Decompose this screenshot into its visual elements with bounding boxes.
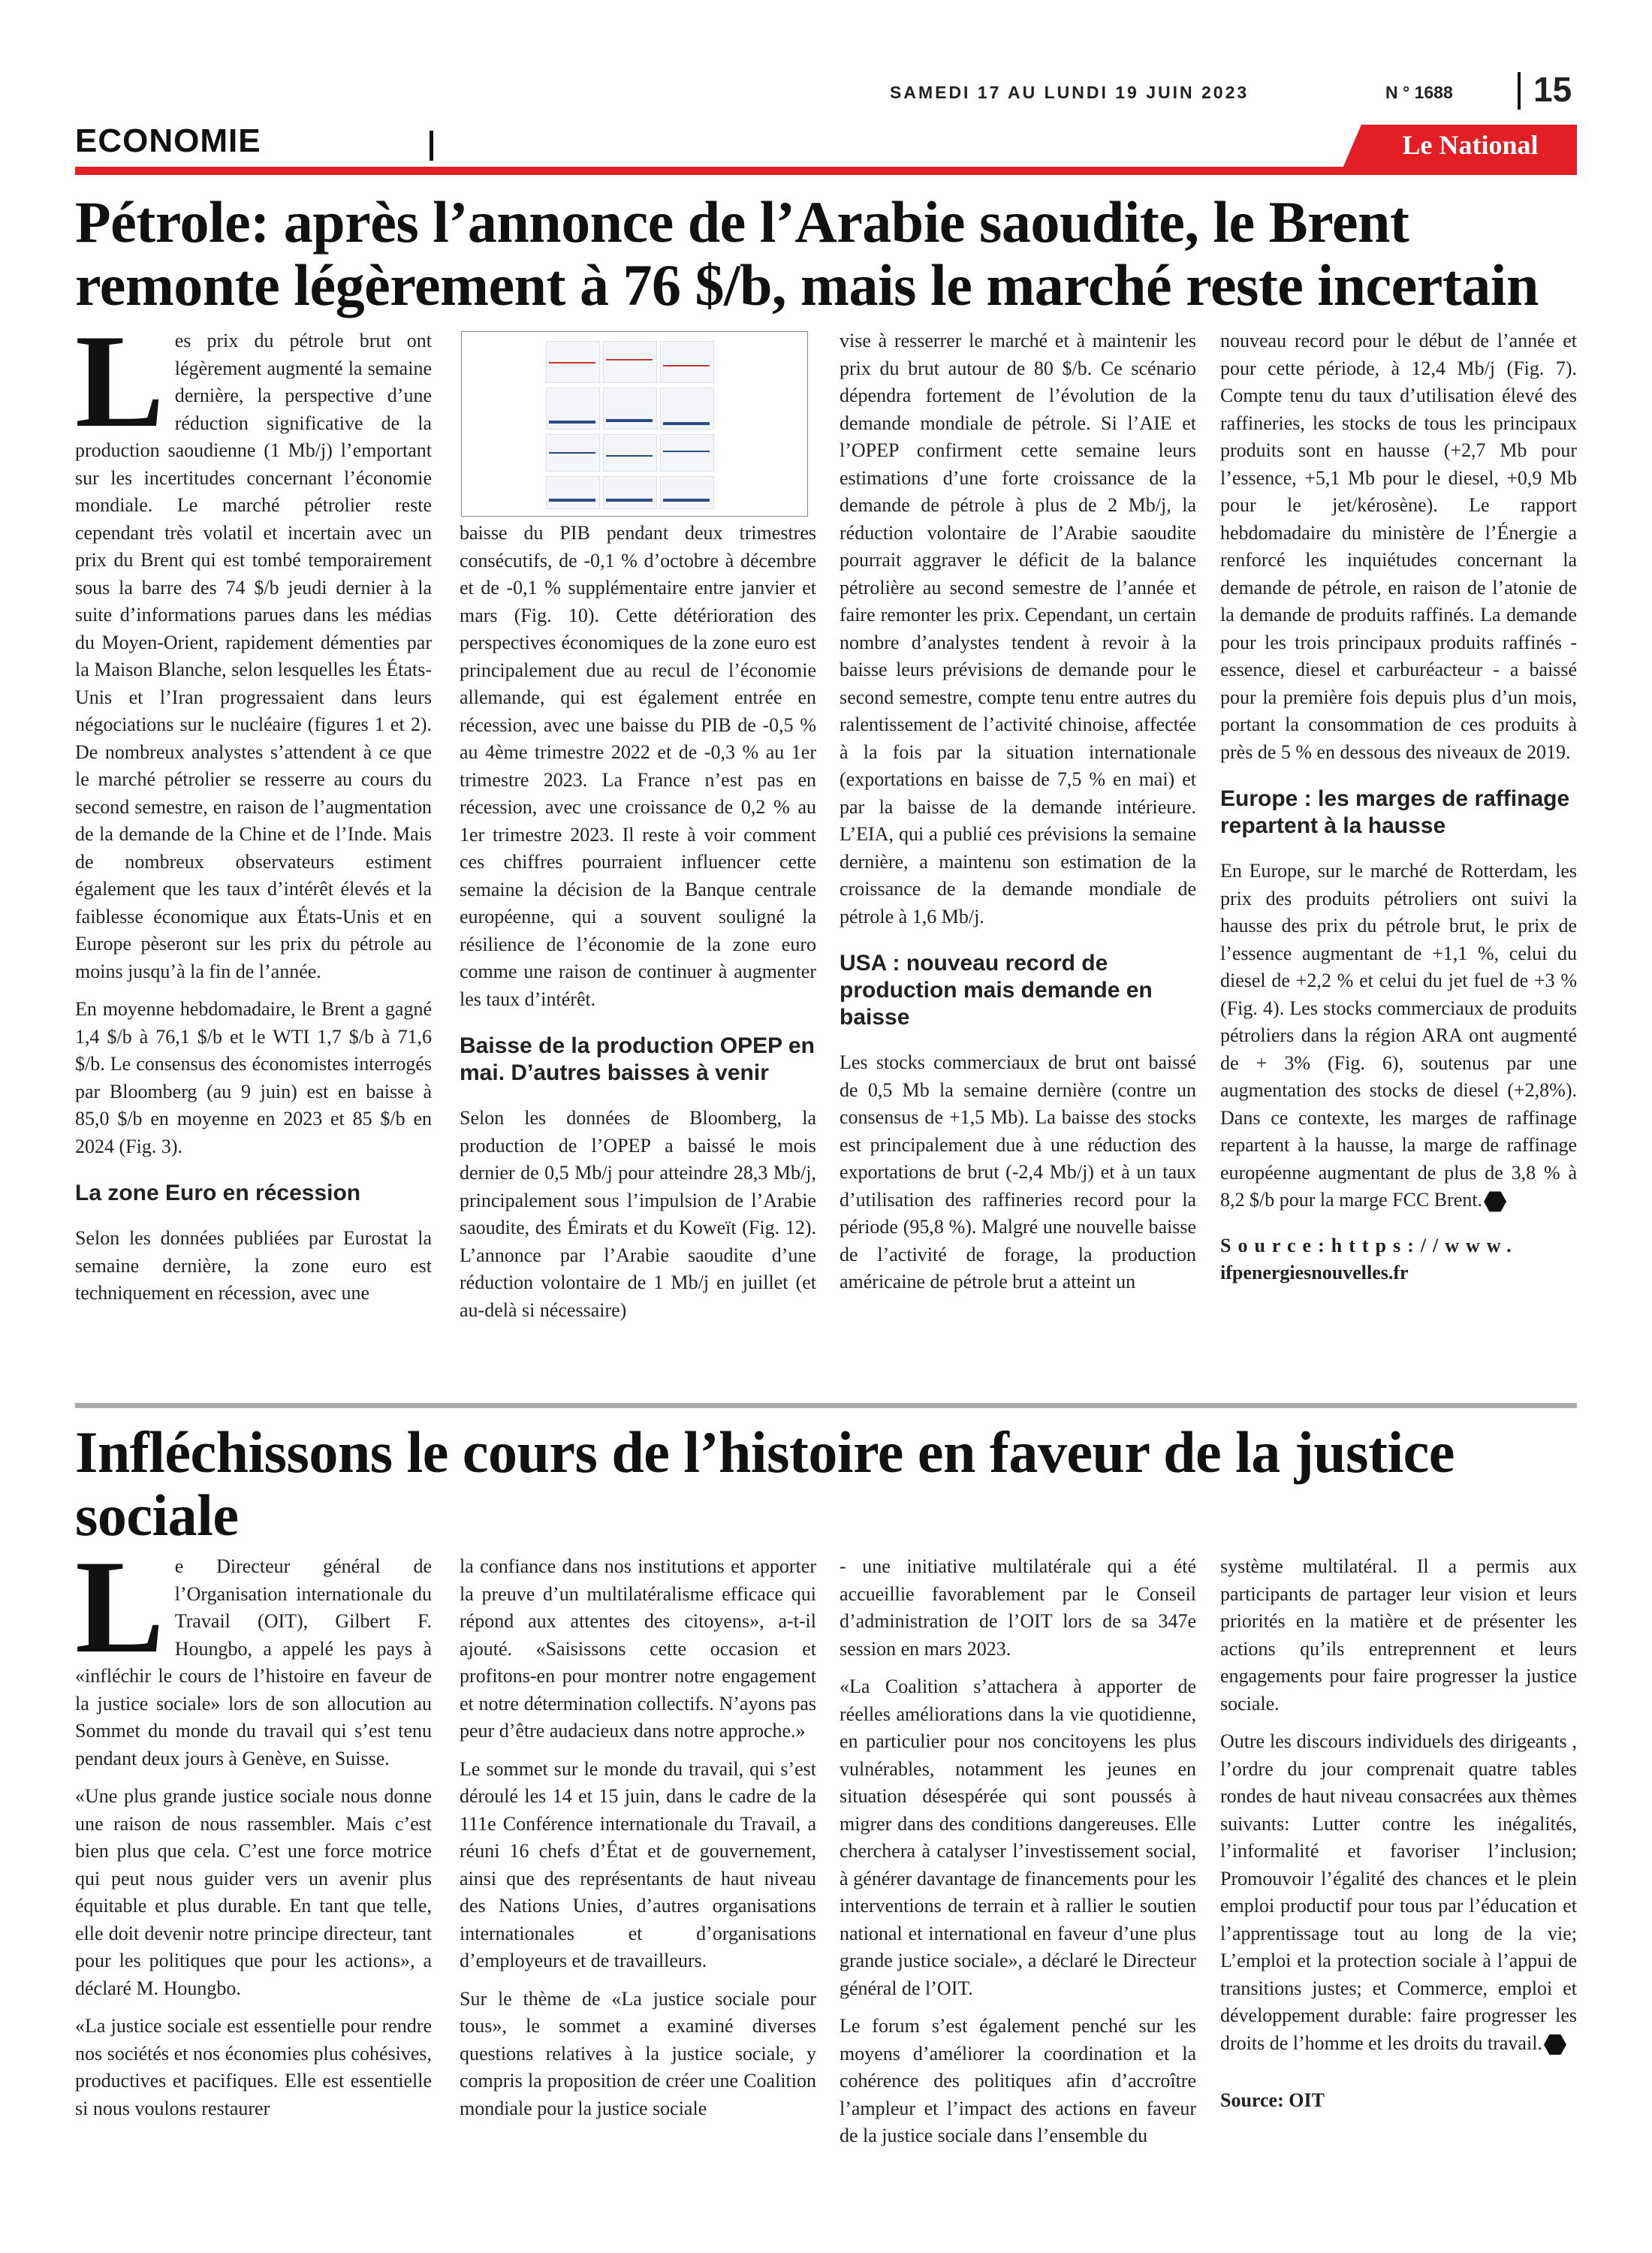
paragraph: En Europe, sur le marché de Rotterdam, les prix des produits pétroliers ont suivi la hausse des prix du pétrole brut, le prix de l’essence augmentant de +1,1 %, celui du diesel de +2,2 % et celui du jet fuel de +3 % (Fig. 4). Les stocks commerciaux de produits pétroliers dans la région ARA ont augmenté de + 3% (Fig. 6), soutenus par une augmentation des stocks de diesel (+2,8%). Dans ce contexte, les marges de raffinage repartent à la hausse, la marge de raffinage européenne augmentant de plus de 3,8 % à 8,2 $/b pour la marge FCC Brent. [1220, 860, 1577, 1211]
mini-chart-bar [663, 499, 710, 502]
mini-chart [603, 388, 657, 430]
article1-headline: Pétrole: après l’annonce de l’Arabie saoudite, le Brent remonte légèrement à 76 $/b, mais le marché reste incertain [75, 189, 1539, 318]
end-of-article-icon [1544, 2034, 1566, 2056]
mini-chart [603, 434, 657, 472]
subheading-eurozone: La zone Euro en récession [75, 1181, 361, 1205]
source-label: Source:https://www. [1220, 1234, 1518, 1256]
article2-column-3 [840, 1553, 1196, 2161]
paragraph: nouveau record pour le début de l’année et pour cette période, à 12,4 Mb/j (Fig. 7). Compte tenu du taux d’utilisation élevé des raffineries, les stocks de tous les principaux produits sont en hausse (+2,7 Mb pour l’essence, +5,1 Mb pour le diesel, +0,9 Mb pour le jet/kérosène). Le rapport hebdomadaire du ministère de l’Énergie a renforcé les inquiétudes concernant la demande de pétrole, en raison de l’atonie de la demande de produits raffinés. La demande pour les trois principaux produits raffinés - essence, diesel et carburéacteur - a baissé pour la première fois depuis plus d’un mois, portant la consommation de ces produits à près de 5 % en dessous des niveaux de 2019. [1220, 330, 1577, 763]
article2-headline: Infléchissons le cours de l’histoire en faveur de la justice sociale [75, 1419, 1455, 1548]
mini-chart [660, 476, 714, 509]
paragraph: es prix du pétrole brut ont légèrement augmenté la semaine dernière, la perspective d’une réduction significative de la production saoudienne (1 Mb/j) l’emportant sur les incertitudes concernant l’économie mondiale. Le marché pétrolier reste cependant très volatil et incertain avec un prix du Brent qui est tombé temporairement sous la barre des 74 $/b jeudi dernier à la suite d’informations parues dans les médias du Moyen-Orient, rapidement démenties par la Maison Blanche, selon lesquelles les États-Unis et l’Iran progressaient dans leurs négociations sur le nucléaire (figures 1 et 2). De nombreux analystes s’attendent à ce que le marché pétrolier se resserre au cours du second semestre, en raison de l’augmentation de la demande de la Chine et de l’Inde. Mais de nombreux observateurs estiment également que les taux d’intérêt élevés et la faiblesse économique aux États-Unis et en Europe pèseront sur les prix du pétrole au moins jusqu’à la fin de l’année. [75, 330, 432, 982]
paragraph: la confiance dans nos institutions et apporter la preuve d’un multilatéralisme efficace qui répond aux attentes des citoyens», a-t-il ajouté. «Saisissons cette occasion et profitons-en pour montrer notre engagement et notre détermination collectifs. N’ayons pas peur d’être audacieux dans notre approche.» [460, 1555, 816, 1742]
mini-chart [660, 341, 714, 383]
paragraph: Le sommet sur le monde du travail, qui s’est déroulé les 14 et 15 juin, dans le cadre de la 111e Conférence internationale du Travail, a réuni 16 chefs d’État et de gouvernement, ainsi que des représentants de haut niveau des Nations Unies, d’autres organisations internationales et d’organisations d’employeurs et de travailleurs. [460, 1757, 816, 1971]
mini-chart-bar [663, 422, 710, 425]
page-number: 15 [1533, 70, 1572, 109]
end-of-article-icon [1484, 1190, 1506, 1213]
article1-column-4 [1220, 327, 1577, 1298]
subheading-usa: USA : nouveau record de production mais demande en baisse [840, 951, 1153, 1030]
article1-column-1 [75, 306, 432, 1318]
paragraph: - une initiative multilatérale qui a été accueillie favorablement par le Conseil d’administration de l’OIT lors de sa 347e session en mars 2023. [840, 1555, 1196, 1660]
mini-chart [603, 476, 657, 509]
article2-column-2 [460, 1553, 816, 2133]
mini-chart-line [549, 452, 595, 454]
paragraph: «La justice sociale est essentielle pour rendre nos sociétés et nos économies plus cohésives, productives et pacifiques. Elle est essentielle si nous voulons restaurer [75, 2015, 432, 2119]
article2-column-4 [1220, 1553, 1577, 2125]
mini-chart-line [549, 362, 595, 363]
mini-chart-bar [549, 421, 595, 424]
paragraph: système multilatéral. Il a permis aux participants de partager leur vision et leurs priorités en la matière et de présenter les actions qu’ils entreprennent et leurs engagements pour faire progresser la justice sociale. [1220, 1555, 1577, 1715]
paragraph: «La Coalition s’attachera à apporter de réelles améliorations dans la vie quotidienne, en particulier pour nos concitoyens les plus vulnérables, notamment les jeunes en situation désespérée qui sont poussés à migrer dans des conditions dangereuses. Elle cherchera à catalyser l’investissement social, à générer davantage de financements pour les interventions de terrain et à rallier le soutien national et international en faveur d’une plus grande justice sociale», a déclaré le Directeur général de l’OIT. [840, 1675, 1196, 1999]
mini-chart-line [663, 451, 710, 452]
source-site: ifpenergiesnouvelles.fr [1220, 1262, 1409, 1283]
paragraph: Outre les discours individuels des dirigeants , l’ordre du jour comprenait quatre tables rondes de haut niveau consacrées aux thèmes suivants: Lutter contre les inégalités, l’informalité et favoriser l’inclusion; Promouvoir l’égalité des chances et le plein emploi productif pour tous par l’éducation et l’apprentissage tout au long de la vie; L’emploi et la protection sociale à l’appui de transitions justes; et Commerce, emploi et développement durable: faire progresser les droits de l’homme et les droits du travail. [1220, 1730, 1577, 2054]
dropcap: L [75, 1532, 164, 1681]
mini-chart-line [606, 455, 653, 457]
issue-date: SAMEDI 17 AU LUNDI 19 JUIN 2023 [890, 83, 1250, 102]
mini-chart-bar [606, 419, 653, 422]
mini-chart [546, 476, 600, 509]
dropcap: L [75, 306, 164, 455]
mini-chart-line [606, 359, 653, 360]
paragraph: vise à resserrer le marché et à maintenir les prix du brut autour de 80 $/b. Ce scénario dépendra fortement de l’évolution de la demande mondiale de pétrole. Si l’AIE et l’OPEP confirment cette semaine leurs estimations d’une forte croissance de la demande de pétrole à plus de 2 Mb/j, la réduction volontaire de l’Arabie saoudite pourrait aggraver le déficit de la balance pétrolière au second semestre de l’année et faire remonter les prix. Cependant, un certain nombre d’analystes tendent à revoir à la baisse leurs prévisions de demande pour le second semestre, compte tenu entre autres du ralentissement de l’activité chinoise, affectée à la fois par la situation internationale (exportations en baisse de 7,5 % en mai) et par la baisse de la demande intérieure. L’EIA, qui a publié ces prévisions la semaine dernière, a maintenu son estimation de la croissance de la demande mondiale de pétrole à 1,6 Mb/j. [840, 330, 1196, 927]
brand-name: Le National [1402, 130, 1539, 160]
paragraph: Selon les données publiées par Eurostat la semaine dernière, la zone euro est techniquement en récession, avec une [75, 1227, 432, 1304]
subheading-opep: Baisse de la production OPEP en mai. D’autres baisses à venir [460, 1033, 815, 1085]
article1-column-3 [840, 327, 1196, 1307]
mini-chart-line [663, 365, 710, 366]
article2-column-1 [75, 1532, 432, 2133]
subheading-europe: Europe : les marges de raffinage repartent à la hausse [1220, 786, 1570, 838]
paragraph: Le forum s’est également penché sur les moyens d’améliorer la coordination et la cohérence des politiques afin d’accroître l’ampleur et l’impact des actions en faveur de la justice sociale dans l’ensemble du [840, 2015, 1196, 2146]
issue-number: N ° 1688 [1385, 83, 1453, 102]
mini-chart [660, 434, 714, 472]
article-separator [75, 1403, 1577, 1408]
paragraph: baisse du PIB pendant deux trimestres consécutifs, de -0,1 % d’octobre à décembre et de -0,1 % supplémentaire entre janvier et mars (Fig. 10). Cette détérioration des perspectives économiques de la zone euro est principalement due au recul de l’économie allemande, qui est également entrée en récession, avec une baisse du PIB de -0,5 % au 4ème trimestre 2022 et de -0,3 % au 1er trimestre 2023. La France n’est pas en récession, avec une croissance de 0,2 % au 1er trimestre 2023. Il reste à voir comment ces chiffres pourraient influencer cette semaine la décision de la Banque centrale européenne, qui a souvent souligné la résilience de l’économie de la zone euro comme une raison de continuer à augmenter les taux d’intérêt. [460, 522, 816, 1010]
section-divider [430, 131, 433, 161]
mini-chart [603, 341, 657, 383]
paragraph: e Directeur général de l’Organisation internationale du Travail (OIT), Gilbert F. Houngbo, a appelé les pays à «infléchir le cours de l’histoire en faveur de la justice sociale» lors de son allocution au Sommet du monde du travail qui s’est tenu pendant deux jours à Genève, en Suisse. [75, 1555, 432, 1769]
page-number-divider [1518, 72, 1521, 110]
paragraph: Sur le thème de «La justice sociale pour tous», le sommet a examiné diverses questions relatives à la justice sociale, y compris la proposition de créer une Coalition mondiale pour la justice sociale [460, 1987, 816, 2119]
paragraph: En moyenne hebdomadaire, le Brent a gagné 1,4 $/b à 76,1 $/b et le WTI 1,7 $/b à 71,6 $/b. Le consensus des économistes interrogés par Bloomberg (au 9 juin) est en baisse à 85,0 $/b en moyenne en 2023 et 85 $/b en 2024 (Fig. 3). [75, 998, 432, 1157]
source-label: Source: OIT [1220, 2089, 1325, 2111]
paragraph: «Une plus grande justice sociale nous donne une raison de nous rassembler. Mais c’est bien plus que cela. C’est une force motrice qui peut nous guider vers un avenir plus équitable et plus durable. En tant que telle, elle doit devenir notre principe directeur, tant pour les politiques que pour les actions», a déclaré M. Houngbo. [75, 1785, 432, 1999]
section-label: ECONOMIE [75, 122, 261, 159]
paragraph: Selon les données de Bloomberg, la production de l’OPEP a baissé le mois dernier de 0,5 Mb/j pour atteindre 28,3 Mb/j, principalement sous l’impulsion de l’Arabie saoudite, des Émirats et du Koweït (Fig. 12). L’annonce par l’Arabie saoudite d’une réduction volontaire de 1 Mb/j en juillet (et au-delà si nécessaire) [460, 1107, 816, 1321]
mini-chart-bar [606, 499, 653, 502]
article1-column-2 [460, 520, 816, 1335]
mini-chart-bar [549, 499, 595, 502]
paragraph: Les stocks commerciaux de brut ont baissé de 0,5 Mb la semaine dernière (contre un consensus de +1,5 Mb). La baisse des stocks est principalement due à une réduction des exportations de brut (-2,4 Mb/j) et à un taux d’utilisation des raffineries record pour la période (95,8 %). Malgré une nouvelle baisse de l’activité de forage, la production américaine de pétrole brut a atteint un [840, 1051, 1196, 1292]
chart-figure-thumbnail [461, 331, 808, 517]
